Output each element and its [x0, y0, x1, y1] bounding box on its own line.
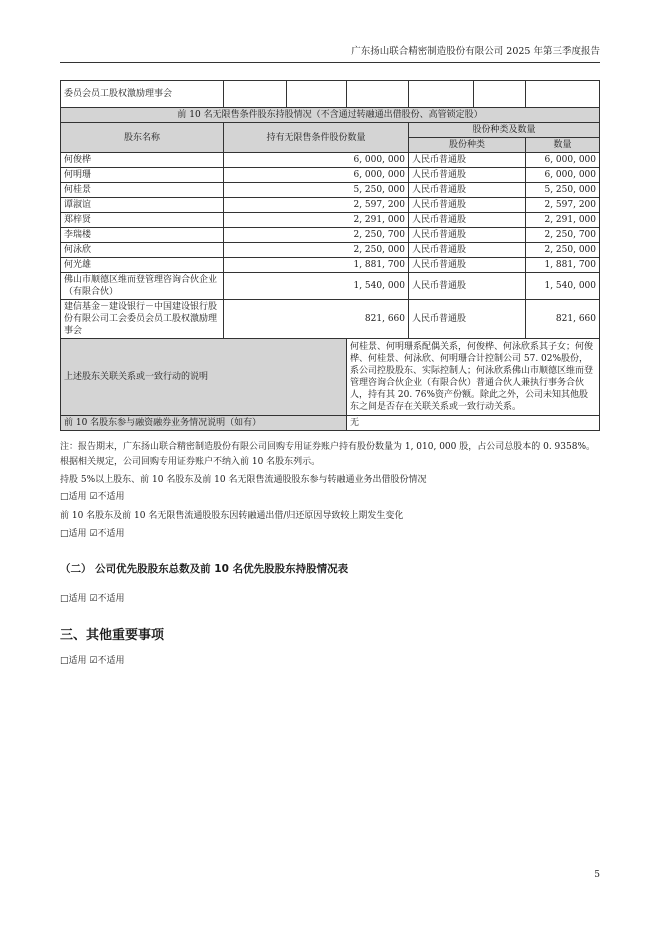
option-not-applicable: ☑不适用 — [89, 529, 125, 539]
row-type: 人民币普通股 — [409, 213, 526, 228]
row-type: 人民币普通股 — [409, 300, 526, 339]
options-preferred — [60, 592, 600, 607]
col-share-type: 股份种类 — [409, 138, 526, 153]
row-qty: 6, 000, 000 — [224, 153, 409, 168]
row-amount: 2, 250, 000 — [526, 243, 600, 258]
header-row-1 — [61, 123, 600, 138]
row-amount: 6, 000, 000 — [526, 153, 600, 168]
col-unrestricted-qty: 持有无限售条件股份数量 — [224, 123, 409, 153]
question-change: 前 10 名股东及前 10 名无限售流通股股东因转融通出借/归还原因导致较上期发生变化 — [60, 511, 404, 521]
option-applicable: □适用 — [60, 656, 87, 666]
option-applicable: □适用 — [60, 529, 87, 539]
row-amount: 1, 540, 000 — [526, 273, 600, 300]
row-type: 人民币普通股 — [409, 243, 526, 258]
row-amount: 6, 000, 000 — [526, 168, 600, 183]
row-type: 人民币普通股 — [409, 198, 526, 213]
row-qty: 5, 250, 000 — [224, 183, 409, 198]
row-type: 人民币普通股 — [409, 228, 526, 243]
row-qty: 1, 540, 000 — [224, 273, 409, 300]
table-row — [61, 168, 600, 183]
row-name: 谭淑谊 — [61, 198, 224, 213]
relation-text: 何桂景、何明珊系配偶关系，何俊桦、何泳欣系其子女；何俊桦、何桂景、何泳欣、何明珊合计控制公司 57. 02%股份，系公司控股股东、实际控制人；何泳欣系佛山市顺德区维而登管理咨询合伙企业（有限合伙）普通合伙人兼执行事务合伙人，持有其 20. 76%资产份额。除此之外，公司未知其他股东之间是否存在关联关系或一致行动关系。 — [347, 339, 600, 416]
top-row-name: 委员会员工股权激励理事会 — [61, 81, 224, 108]
row-qty: 2, 250, 700 — [224, 228, 409, 243]
option-applicable: □适用 — [60, 594, 87, 604]
option-not-applicable: ☑不适用 — [89, 594, 125, 604]
row-qty: 2, 597, 200 — [224, 198, 409, 213]
option-not-applicable: ☑不适用 — [89, 492, 125, 502]
row-amount: 2, 597, 200 — [526, 198, 600, 213]
row-type: 人民币普通股 — [409, 273, 526, 300]
report-title: 广东扬山联合精密制造股份有限公司 2025 年第三季度报告 — [351, 46, 600, 57]
row-name: 李瑞楼 — [61, 228, 224, 243]
row-qty: 821, 660 — [224, 300, 409, 339]
option-not-applicable: ☑不适用 — [89, 656, 125, 666]
row-name: 何泳欣 — [61, 243, 224, 258]
row-type: 人民币普通股 — [409, 153, 526, 168]
repurchase-note: 注：报告期末，广东扬山联合精密制造股份有限公司回购专用证券账户持有股份数量为 1, 010, 000 股，占公司总股本的 0. 9358%。根据相关规定，公司回购专用证券账户不纳入前 10 名股东列示。 — [60, 442, 596, 467]
row-name: 何明珊 — [61, 168, 224, 183]
row-amount: 1, 881, 700 — [526, 258, 600, 273]
table-row — [61, 228, 600, 243]
table-row — [61, 213, 600, 228]
section-title-row — [61, 108, 600, 123]
row-qty: 2, 291, 000 — [224, 213, 409, 228]
table-row — [61, 198, 600, 213]
row-name: 何桂景 — [61, 183, 224, 198]
row-name: 建信基金－建设银行－中国建设银行股份有限公司工会委员会员工股权激励理事会 — [61, 300, 224, 339]
page-number: 5 — [594, 870, 600, 880]
row-type: 人民币普通股 — [409, 258, 526, 273]
table-row — [61, 300, 600, 339]
col-shareholder-name: 股东名称 — [61, 123, 224, 153]
table-row — [61, 258, 600, 273]
options-other — [60, 654, 600, 669]
page-header — [60, 44, 600, 63]
margin-row — [61, 416, 600, 431]
row-amount: 2, 250, 700 — [526, 228, 600, 243]
options-lending — [60, 490, 600, 505]
row-name: 佛山市顺德区维而登管理咨询合伙企业（有限合伙） — [61, 273, 224, 300]
row-type: 人民币普通股 — [409, 183, 526, 198]
table-row — [61, 153, 600, 168]
row-amount: 5, 250, 000 — [526, 183, 600, 198]
top-row-continued — [61, 81, 600, 108]
row-name: 郑梓贤 — [61, 213, 224, 228]
row-amount: 821, 660 — [526, 300, 600, 339]
table-row — [61, 243, 600, 258]
options-change — [60, 527, 600, 542]
section-title: 前 10 名无限售条件股东持股情况（不含通过转融通出借股份、高管锁定股） — [61, 108, 600, 123]
relation-row — [61, 339, 600, 416]
margin-label: 前 10 名股东参与融资融券业务情况说明（如有） — [61, 416, 347, 431]
relation-label: 上述股东关联关系或一致行动的说明 — [61, 339, 347, 416]
table-row — [61, 183, 600, 198]
shareholder-table — [60, 80, 600, 431]
col-share-type-group: 股份种类及数量 — [409, 123, 600, 138]
col-share-amount: 数量 — [526, 138, 600, 153]
row-qty: 6, 000, 000 — [224, 168, 409, 183]
row-qty: 2, 250, 000 — [224, 243, 409, 258]
section-other-matters: 三、其他重要事项 — [60, 628, 165, 643]
table-row — [61, 273, 600, 300]
question-lending: 持股 5%以上股东、前 10 名股东及前 10 名无限售流通股股东参与转融通业务出借股份情况 — [60, 475, 427, 485]
row-qty: 1, 881, 700 — [224, 258, 409, 273]
section-preferred-shareholders: （二） 公司优先股股东总数及前 10 名优先股股东持股情况表 — [60, 563, 349, 575]
option-applicable: □适用 — [60, 492, 87, 502]
row-type: 人民币普通股 — [409, 168, 526, 183]
row-amount: 2, 291, 000 — [526, 213, 600, 228]
margin-text: 无 — [347, 416, 600, 431]
row-name: 何俊桦 — [61, 153, 224, 168]
row-name: 何光雄 — [61, 258, 224, 273]
